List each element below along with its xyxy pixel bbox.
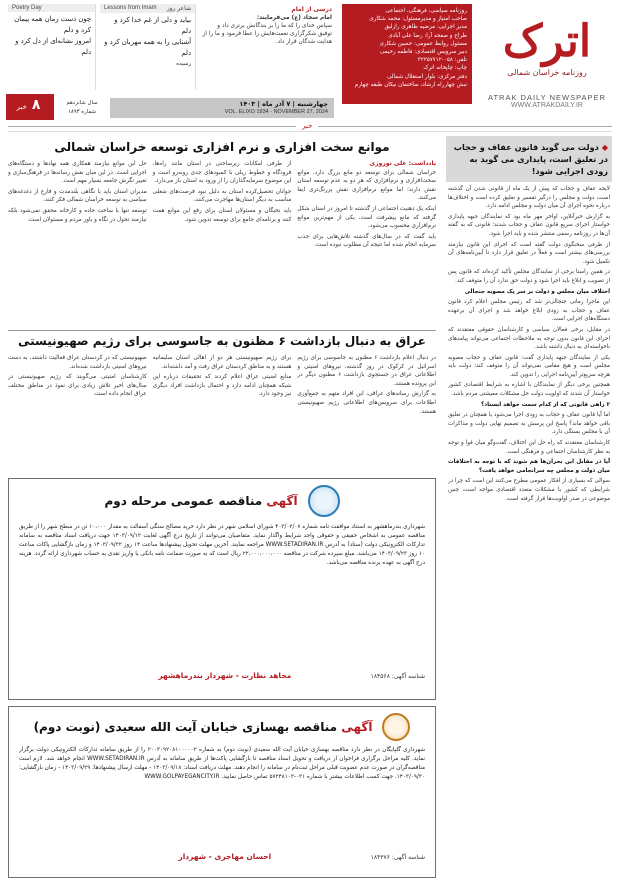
tender-ad-1 — [8, 478, 436, 700]
logo-text: اترک — [502, 16, 592, 67]
page-label: خبر — [16, 103, 27, 111]
info-line: چاپ: چاپخانه اترک — [423, 65, 467, 72]
quote-mid-head-fa: شاعر روز — [166, 6, 191, 12]
ad-header — [19, 713, 425, 741]
ad-title-main: مناقصه بهسازی خیابان آیت الله سعیدی (نوبت دوم) — [33, 720, 338, 734]
paragraph: جوانان تحصیل‌کرده استان به دلیل نبود فرصت‌های شغلی مناسب به دیگر استان‌ها مهاجرت می‌کنند. — [152, 188, 292, 204]
paragraph: از طرفی امکانات زیرساختی در استان مانند راه‌ها، فرودگاه و خطوط ریلی با کمبودهای جدی روبه‌رو است و این موضوع سرمایه‌گذاران را از ورود به استان باز می‌دارد. — [152, 161, 292, 185]
info-line: تلفن: ۰۵۸-۳۲۲۵۷۷۱۲ — [417, 57, 467, 64]
tender-ad-2 — [8, 706, 436, 878]
masthead-info-box — [342, 4, 472, 104]
quote-left-head: Poetry Day — [8, 4, 95, 12]
question-heading: آیا در مقابل این بحران‌ها هم شوند که با توجه به اختلافات میان دولت و مجلس چه سرانجامی خواهد یافت؟ — [448, 459, 610, 474]
paragraph: به گزارش خبرآنلاین، اواخر مهر ماه بود که نمایندگان جبهه پایداری خواستار اجرای سریع قانون عفاف و حجاب شدند؛ قانونی که به گفته آن‌ها در روزنامه رسمی منتشر شده و باید اجرا شود. — [448, 213, 610, 237]
ad-header — [19, 485, 425, 517]
year-issue-box — [56, 98, 108, 118]
ad-title — [104, 494, 297, 508]
article-columns — [8, 160, 436, 252]
quote-mid-text — [100, 13, 195, 72]
quote-line: امروز نشانه‌ای از دل کرد و دلم — [15, 37, 91, 56]
newspaper-logo — [482, 18, 612, 110]
page-number: ۸ — [31, 97, 41, 113]
ad-signature: مجاهد نظارت - شهردار بندرماهشهر — [158, 671, 292, 680]
paragraph: مدیران استان باید با نگاهی بلندمدت و فارغ از دغدغه‌های سیاسی به توسعه خراسان شمالی فکر کنند. — [7, 188, 147, 204]
article-byline: یادداشت: علی نوروزی — [369, 160, 436, 167]
section-label: خبر — [296, 122, 318, 130]
info-line: مسئول روابط عمومی: حسین شکاری — [379, 40, 467, 47]
municipality-logo-icon — [382, 713, 410, 741]
ad-signature: احسان مهاجری - شهردار — [178, 852, 272, 861]
article-headline: عراق به دنبال بازداشت ۶ مظنون به جاسوسی برای رژیم صهیونیستی — [18, 334, 426, 348]
ad-title — [34, 720, 373, 734]
quote-mid-head-en: Lessons from Imam — [104, 5, 157, 11]
paragraph: کارشناسان معتقدند که راه حل این اختلاف، گفت‌وگو میان قوا و توجه به نظر کارشناسان اجتماعی و فرهنگی است. — [448, 440, 610, 455]
year-label: سال شانزدهم — [66, 100, 98, 106]
paragraph: خراسان شمالی برای توسعه دو مانع بزرگ دارد. موانع سخت‌افزاری و نرم‌افزاری که هر دو به عدم توسعه استان نقش دارند؛ اما موانع نرم‌افزاری نقش پررنگ‌تری ایفا می‌کنند. — [297, 169, 436, 202]
article-columns — [8, 354, 436, 418]
info-line: روزنامه سیاسی، فرهنگی، اجتماعی — [385, 8, 467, 14]
info-line: نبش چهارراه ارشاد، ساختمان نیکان طبقه چهارم — [354, 81, 467, 88]
paragraph: صهیونیستی که در کردستان عراق فعالیت داشتند، به دست نیروهای امنیتی بازداشت شده‌اند. — [7, 355, 147, 370]
paragraph: همچنین برخی دیگر از نمایندگان با اشاره به شرایط اقتصادی کشور خواستار آن شدند که اولویت دولت حل مشکلات معیشتی مردم باشد. — [448, 382, 610, 398]
ad-body: شهرداری گلپایگان در نظر دارد مناقصه بهسازی خیابان آیت الله سعیدی (نوبت دوم) به شماره ۲۰۰۳۰۹۲۰۸۱۰۰۰۰۰۲ را از طریق سامانه تدارکات الکترونیکی دولت برگزار نماید. کلیه مراحل برگزاری فراخوان از دریافت و تحویل اسناد مناقصه تا بازگشایی پاکت‌ها از طریق سامانه به آدرس WWW.SETADIRAN.IR انجام خواهد شد. لازم است مناقصه‌گران در صورت عدم عضویت قبلی مراحل ثبت‌نام در سامانه را انجام دهند. مهلت دریافت اسناد: ۱۴۰۳/۰۹/۱۸ - مهلت ارسال پیشنهادها: ۱۴۰۳/۰۹/۲۹ - زمان بازگشایی: ۱۴۰۳/۰۹/۳۰. جهت کسب اطلاعات بیشتر با شماره ۰۳۱-۵۷۲۴۸۱۰۳ تماس حاصل نمایید. WWW.GOLPAYEGANCITY.IR — [19, 747, 425, 780]
quote-mid-head — [100, 4, 195, 13]
logo-subtitle: روزنامه خراسان شمالی — [507, 68, 587, 77]
paragraph: حل این موانع نیازمند همکاری همه نهادها و دستگاه‌های اجرایی است. در این میان نقش رسانه‌ها در فرهنگ‌سازی و تغییر نگرش جامعه بسیار مهم است. — [7, 161, 147, 185]
right-column-article — [446, 136, 612, 876]
ad-footer — [19, 852, 425, 861]
quote-line: آشنایی را به همه مهربان کرد و دلم — [104, 38, 191, 57]
subheading: اختلاف میان مجلس و دولت بر سر یک مصوبه جنجالی — [464, 288, 610, 295]
quote-left — [8, 4, 96, 90]
masthead — [0, 0, 620, 120]
editorial-label: درسی از امام — [291, 6, 332, 13]
right-column-headline — [446, 136, 612, 182]
paragraph: توسعه تنها با ساخت جاده و کارخانه محقق نمی‌شود بلکه نیازمند تحول در نگاه و باور مردم و مسئولان است. — [7, 207, 147, 223]
ad-code: شناسه آگهی: ۱۸۴۵۶۸ — [370, 673, 425, 680]
info-line: دفتر مرکزی: بلوار استقلال شمالی — [387, 73, 467, 80]
ad-title-main: مناقصه عمومی مرحله دوم — [104, 494, 263, 508]
article-column — [153, 160, 292, 252]
article-column — [297, 160, 436, 252]
paragraph: در همین راستا برخی از نمایندگان مجلس تأکید کرده‌اند که قانون پس از تصویب و ابلاغ باید اجرا شود و دولت حق ندارد آن را متوقف کند. — [448, 269, 610, 284]
ad-footer — [19, 671, 425, 680]
quote-line: رسیده — [176, 61, 191, 67]
paragraph: اما آیا قانون عفاف و حجاب به زودی اجرا می‌شود یا همچنان در تعلیق باقی خواهد ماند؟ پاسخ این پرسش به تصمیم نهایی دولت و مذاکرات آن با مجلس بستگی دارد. — [448, 412, 610, 436]
date-band — [110, 98, 334, 118]
date-fa: چهارشنبه | ۷ آذر ماه | ۱۴۰۳ — [239, 100, 328, 108]
logo-english: ATRAK DAILY NEWSPAPER — [488, 93, 606, 102]
paragraph: باید گفت که در سال‌های گذشته تلاش‌هایی برای جذب سرمایه انجام شده اما نتیجه آن مطلوب نبوده است. — [297, 233, 436, 249]
logo-url: WWW.ATRAKDAILY.IR — [511, 102, 583, 109]
editorial-intro: امام سجاد (ع) می‌فرمایند: — [256, 15, 332, 21]
editorial-text: سپاس خدای را که ما را بر بندگانش برتری داد و توفیق شکرگزاری نعمت‌هایش را عطا فرمود و ما را از هدایت شدگان قرار داد. — [202, 23, 332, 45]
article-column — [8, 354, 147, 418]
issue-label: شماره ۱۸۹۳ — [67, 109, 96, 115]
info-line: دبیر سرویس اقتصادی: فاطمه رحیمی — [379, 49, 467, 56]
quote-left-text — [8, 12, 95, 60]
paragraph: اینکه یک ذهنیت اجتماعی از گذشته تا امروز در استان شکل گرفته که مانع پیشرفت است، یکی از مهم‌ترین موانع نرم‌افزاری محسوب می‌شود. — [297, 205, 436, 230]
article-headline: موانع سخت افزاری و نرم افزاری توسعه خراسان شمالی — [54, 140, 390, 154]
municipality-logo-icon — [308, 485, 340, 517]
paragraph: کارشناسان امنیتی می‌گویند که رژیم صهیونیستی در سال‌های اخیر تلاش زیادی برای نفوذ در مناطق مختلف عراق انجام داده است. — [7, 374, 147, 398]
paragraph: به گزارش رسانه‌های عراقی، این افراد متهم به جمع‌آوری اطلاعات برای سرویس‌های اطلاعاتی رژیم صهیونیستی هستند. — [297, 391, 436, 415]
right-column-body — [446, 182, 612, 508]
bullet-icon: ◆ — [601, 142, 608, 152]
paragraph: در دنبال اعلام بازداشت ۶ مظنون به جاسوسی برای رژیم اسرائیل در کرکوک در روز گذشته، نیروهای امنیتی و اطلاعاتی عراق در جستجوی بازداشت ۶ مظنون دیگر در این پرونده هستند. — [297, 355, 437, 387]
quote-mid — [100, 4, 196, 90]
info-line: مدیر اجرایی: مرضیه طاهری رازلیق — [384, 24, 467, 31]
paragraph: از طرفی سخنگوی دولت گفته است که اجرای این قانون نیازمند بررسی‌های بیشتر است و فعلاً در تعلیق قرار دارد تا آیین‌نامه‌های آن تکمیل شود. — [448, 241, 610, 265]
article-divider — [8, 330, 436, 331]
article-column — [153, 354, 292, 418]
article-iraq — [8, 334, 436, 472]
headline-text: دولت می گوید قانون عفاف و حجاب در تعلیق است، پایداری می گوید به زودی اجرایی شود! — [453, 142, 608, 176]
question-heading: ۲ راهی قانونی که از کدام سمت خواهد ایستاد؟ — [480, 401, 610, 408]
info-line: طراح و صفحه آرا: رضا علی آبادی — [388, 32, 467, 39]
article-column — [297, 354, 436, 418]
paragraph: باید نخبگان و مسئولان استان برای رفع این موانع همت کنند و برنامه‌ای جامع برای توسعه تدوین شود. — [152, 207, 292, 223]
article-column — [8, 160, 147, 252]
paragraph: برای رژیم صهیونیستی هر دو از اهالی استان سلیمانیه هستند و به مناطق کردستان عراق رفت و آمد داشته‌اند. — [152, 355, 292, 370]
info-line: صاحب امتیاز و مدیرمسئول: محمد شکاری — [369, 16, 467, 23]
paragraph: یکی از نمایندگان جبهه پایداری گفت: قانون عفاف و حجاب مصوبه مجلس است و هیچ مقامی نمی‌تواند آن را متوقف کند؛ دولت باید هرچه سریع‌تر آیین‌نامه اجرایی را تدوین کند. — [448, 354, 610, 378]
paragraph: منابع امنیتی عراق اعلام کردند که تحقیقات درباره این شبکه همچنان ادامه دارد و احتمال بازداشت افراد دیگری نیز وجود دارد. — [152, 374, 292, 398]
editorial-quote — [200, 4, 334, 84]
ad-title-prefix: آگهی — [341, 720, 373, 734]
paragraph: لایحه عفاف و حجاب که پیش از یک ماه از قانونی شدن آن گذشته است، دولت و مجلس را درگیر تفسیر و تعلیق کرده است و اختلاف‌ها درباره نحوه اجرای آن میان دولت و مجلس ادامه دارد. — [448, 186, 610, 210]
article-development — [8, 140, 436, 326]
ad-title-prefix: آگهی — [266, 494, 298, 508]
quote-line: بیاید و دلی از غم خدا کرد و دلم — [114, 16, 191, 35]
ad-code: شناسه آگهی: ۱۸۴۳۷۶ — [370, 854, 425, 861]
date-en: VOL. ELIXO 1934 · NOVEMBER 27, 2024 — [224, 109, 328, 115]
page-number-box — [6, 94, 54, 120]
paragraph: سوالی که بسیاری از افکار عمومی مطرح می‌کنند این است که چرا در شرایطی که کشور با مشکلات متعدد اقتصادی مواجه است، چنین موضوعی در صدر اولویت‌ها قرار گرفته است. — [448, 478, 610, 502]
quote-line: چون دست زمان همه پیمان کرد و دلم — [14, 15, 91, 34]
paragraph: در مقابل، برخی فعالان سیاسی و کارشناسان حقوقی معتقدند که اجرای این قانون بدون توجه به ملاحظات اجتماعی می‌تواند پیامدهای ناخواسته‌ای به دنبال داشته باشد. — [448, 326, 610, 351]
ad-body: شهرداری بندرماهشهر به استناد موافقت نامه شماره ۴۰۳/۰۲/۰۷ شورای اسلامی شهر در نظر دارد خرید مصالح سنگی آسفالت به مقدار ۱۰،۰۰۰ تن در سطح شهر را از طریق مناقصه عمومی به اشخاص حقیقی و حقوقی واجد شرایط واگذار نماید. متقاضیان می‌توانند از تاریخ درج آگهی لغایت ۱۴۰۳/۰۹/۱۲ جهت دریافت اسناد مناقصه به سامانه تدارکات الکترونیکی دولت (ستاد) به آدرس WWW.SETADIRAN.IR مراجعه نمایند. آخرین مهلت تحویل پیشنهادها ساعت ۱۴ روز ۱۴۰۳/۰۹/۲۲ و زمان بازگشایی پاکات ساعت ۱۰ روز ۱۴۰۳/۰۹/۲۳ می‌باشد. مبلغ سپرده شرکت در مناقصه ۲۲،۰۰۰،۰۰۰،۰۰۰ ریال است که به صورت ضمانت نامه بانکی یا واریز نقدی به حساب شهرداری ارائه گردد. هزینه درج آگهی به عهده برنده مناقصه می‌باشد. — [19, 524, 425, 566]
paragraph: این ماجرا زمانی جنجالی‌تر شد که رئیس مجلس اعلام کرد قانون عفاف و حجاب به زودی ابلاغ خواهد شد و اجرای آن برعهده دستگاه‌های اجرایی است. — [448, 299, 610, 323]
